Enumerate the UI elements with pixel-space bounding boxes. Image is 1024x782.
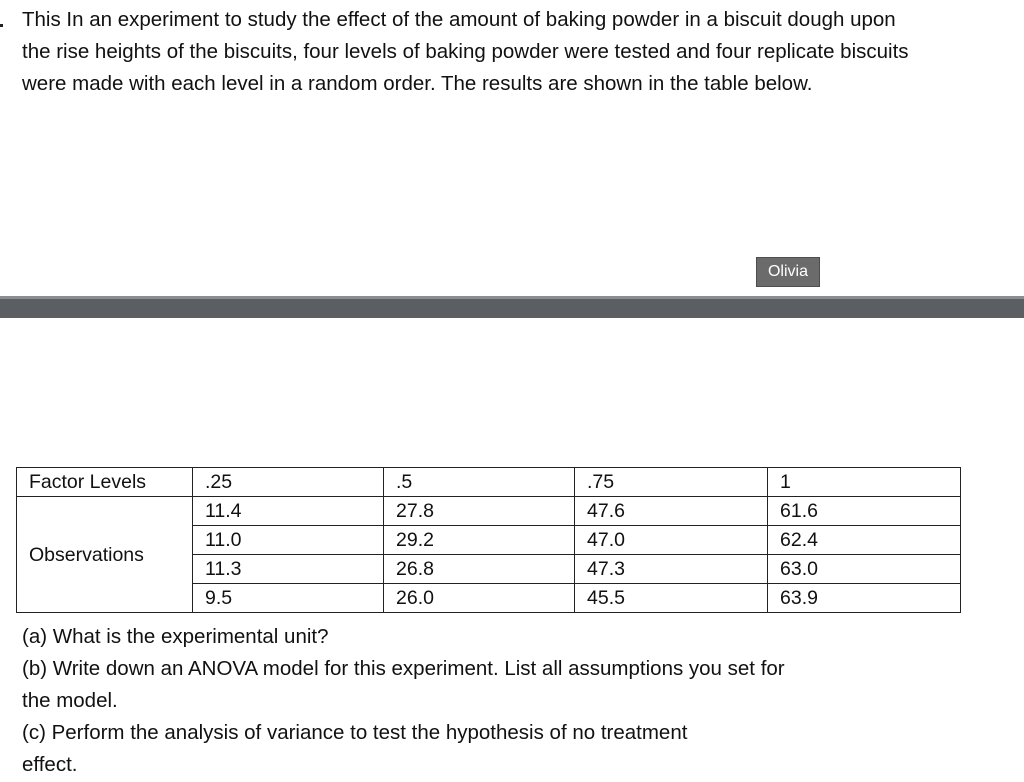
observation-cell: 63.0: [768, 555, 961, 584]
observation-cell: 47.3: [575, 555, 768, 584]
observation-cell: 27.8: [384, 497, 575, 526]
factor-levels-header: Factor Levels: [17, 468, 193, 497]
questions-block: [22, 621, 922, 781]
observation-cell: 29.2: [384, 526, 575, 555]
list-bullet: [0, 24, 3, 27]
level-cell: 1: [768, 468, 961, 497]
observation-cell: 26.8: [384, 555, 575, 584]
intro-paragraph: This In an experiment to study the effect of the amount of baking powder in a biscuit dough upon the rise heights of the biscuits, four levels of baking powder were tested and four replicate biscuits were made with each level in a random order. The results are shown in the table below.: [22, 8, 909, 95]
observation-cell: 9.5: [193, 584, 384, 613]
level-cell: .5: [384, 468, 575, 497]
toolbar-divider-bar: [0, 296, 1024, 318]
observations-header: [17, 497, 193, 613]
observation-cell: 47.6: [575, 497, 768, 526]
observation-cell: 11.0: [193, 526, 384, 555]
factor-levels-row: [17, 468, 961, 497]
observation-cell: 26.0: [384, 584, 575, 613]
level-cell: .25: [193, 468, 384, 497]
user-name-tooltip: Olivia: [756, 257, 820, 287]
observation-cell: 63.9: [768, 584, 961, 613]
question-c-line1: (c) Perform the analysis of variance to test the hypothesis of no treatment: [22, 721, 688, 744]
results-table: [16, 467, 961, 613]
observation-row: [17, 497, 961, 526]
question-b-line2: the model.: [22, 689, 118, 712]
level-cell: .75: [575, 468, 768, 497]
observation-cell: 47.0: [575, 526, 768, 555]
question-c-line2: effect.: [22, 753, 78, 776]
question-b-line1: (b) Write down an ANOVA model for this experiment. List all assumptions you set for: [22, 657, 785, 680]
observation-cell: 11.4: [193, 497, 384, 526]
observations-label: Observations: [29, 543, 144, 566]
observation-cell: 62.4: [768, 526, 961, 555]
observation-cell: 61.6: [768, 497, 961, 526]
question-a: (a) What is the experimental unit?: [22, 625, 329, 648]
observation-cell: 45.5: [575, 584, 768, 613]
observation-cell: 11.3: [193, 555, 384, 584]
